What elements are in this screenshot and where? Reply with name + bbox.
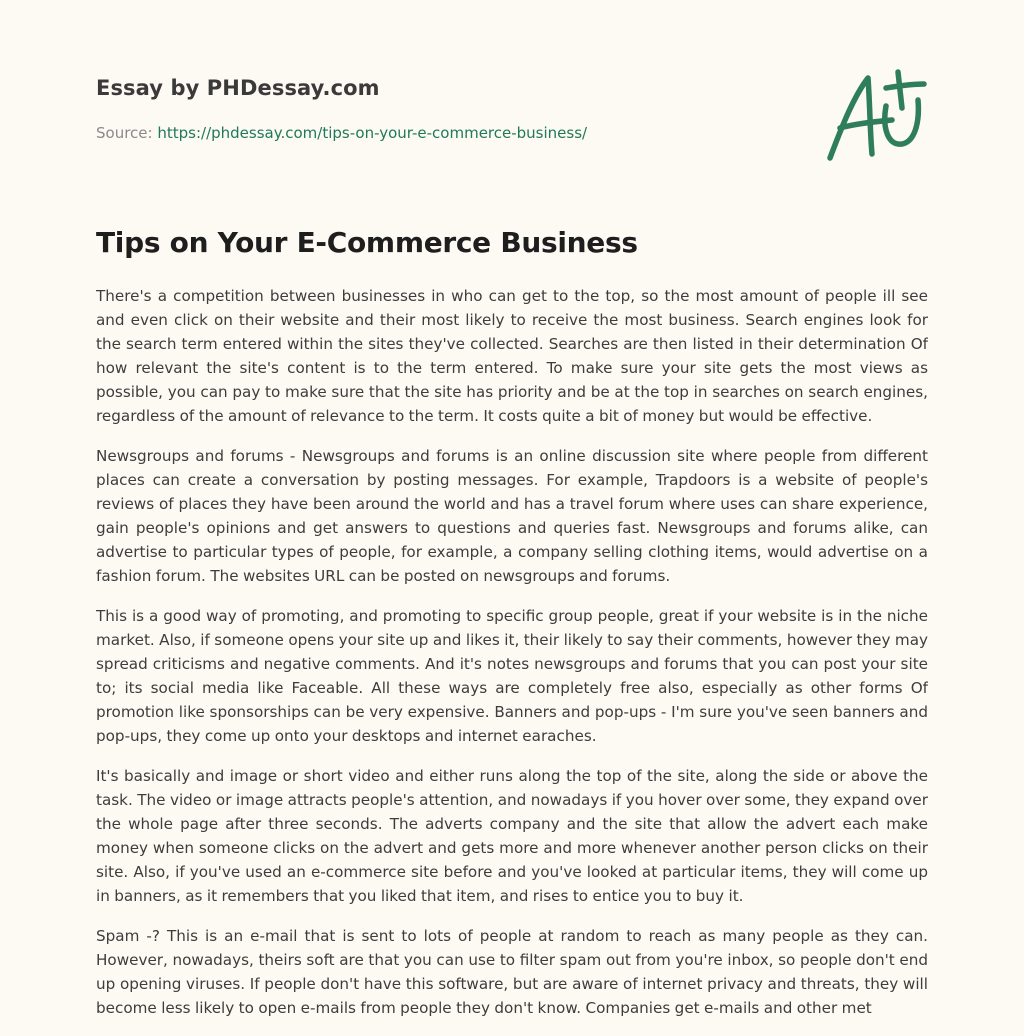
source-line [96,124,587,142]
brand-title: Essay by PHDessay.com [96,76,380,100]
paragraph: Spam -? This is an e-mail that is sent to lots of people at random to reach as many people as they can. However, nowadays, theirs soft are that you can use to filter spam out from you're inbox, so people don't end up opening viruses. If people don't have this software, but are aware of internet privacy and threats, they will become less likely to open e-mails from people they don't know. Companies get e-mails and other met [96,927,928,1017]
paragraph: It's basically and image or short video and either runs along the top of the site, along the side or above the task. The video or image attracts people's attention, and nowadays if you hover over some, they expand over the whole page after three seconds. The adverts company and the site that allow the advert each make money when someone clicks on the advert and gets more and more whenever another person clicks on their site. Also, if you've used an e-commerce site before and you've looked at particular items, they will come up in banners, as it remembers that you liked that item, and rises to entice you to buy it. [96,767,928,905]
source-label: Source: [96,124,153,142]
essay-title: Tips on Your E-Commerce Business [96,226,638,259]
paragraph: This is a good way of promoting, and promoting to specific group people, great if your website is in the niche market. Also, if someone opens your site up and likes it, their likely to say their comments, however they may spread criticisms and negative comments. And it's notes newsgroups and forums that you can post your site to; its social media like Faceable. All these ways are completely free also, especially as other forms Of promotion like sponsorships can be very expensive. Banners and pop-ups - I'm sure you've seen banners and pop-ups, they come up onto your desktops and internet earaches. [96,607,928,745]
essay-body [96,284,928,1020]
paragraph: There's a competition between businesses in who can get to the top, so the most amount of people ill see and even click on their website and their most likely to receive the most business. Search engines look for the search term entered within the sites they've collected. Searches are then listed in their determination Of how relevant the site's content is to the term entered. To make sure your site gets the most views as possible, you can pay to make sure that the site has priority and be at the top in searches on search engines, regardless of the amount of relevance to the term. It costs quite a bit of money but would be effective. [96,287,928,425]
paragraph: Newsgroups and forums - Newsgroups and forums is an online discussion site where people from different places can create a conversation by posting messages. For example, Trapdoors is a website of people's reviews of places they have been around the world and has a travel forum where uses can share experience, gain people's opinions and get answers to questions and queries fast. Newsgroups and forums alike, can advertise to particular types of people, for example, a company selling clothing items, would advertise on a fashion forum. The websites URL can be posted on newsgroups and forums. [96,447,928,585]
a-plus-logo-icon [820,66,930,166]
source-link[interactable]: https://phdessay.com/tips-on-your-e-commerce-business/ [157,124,588,142]
